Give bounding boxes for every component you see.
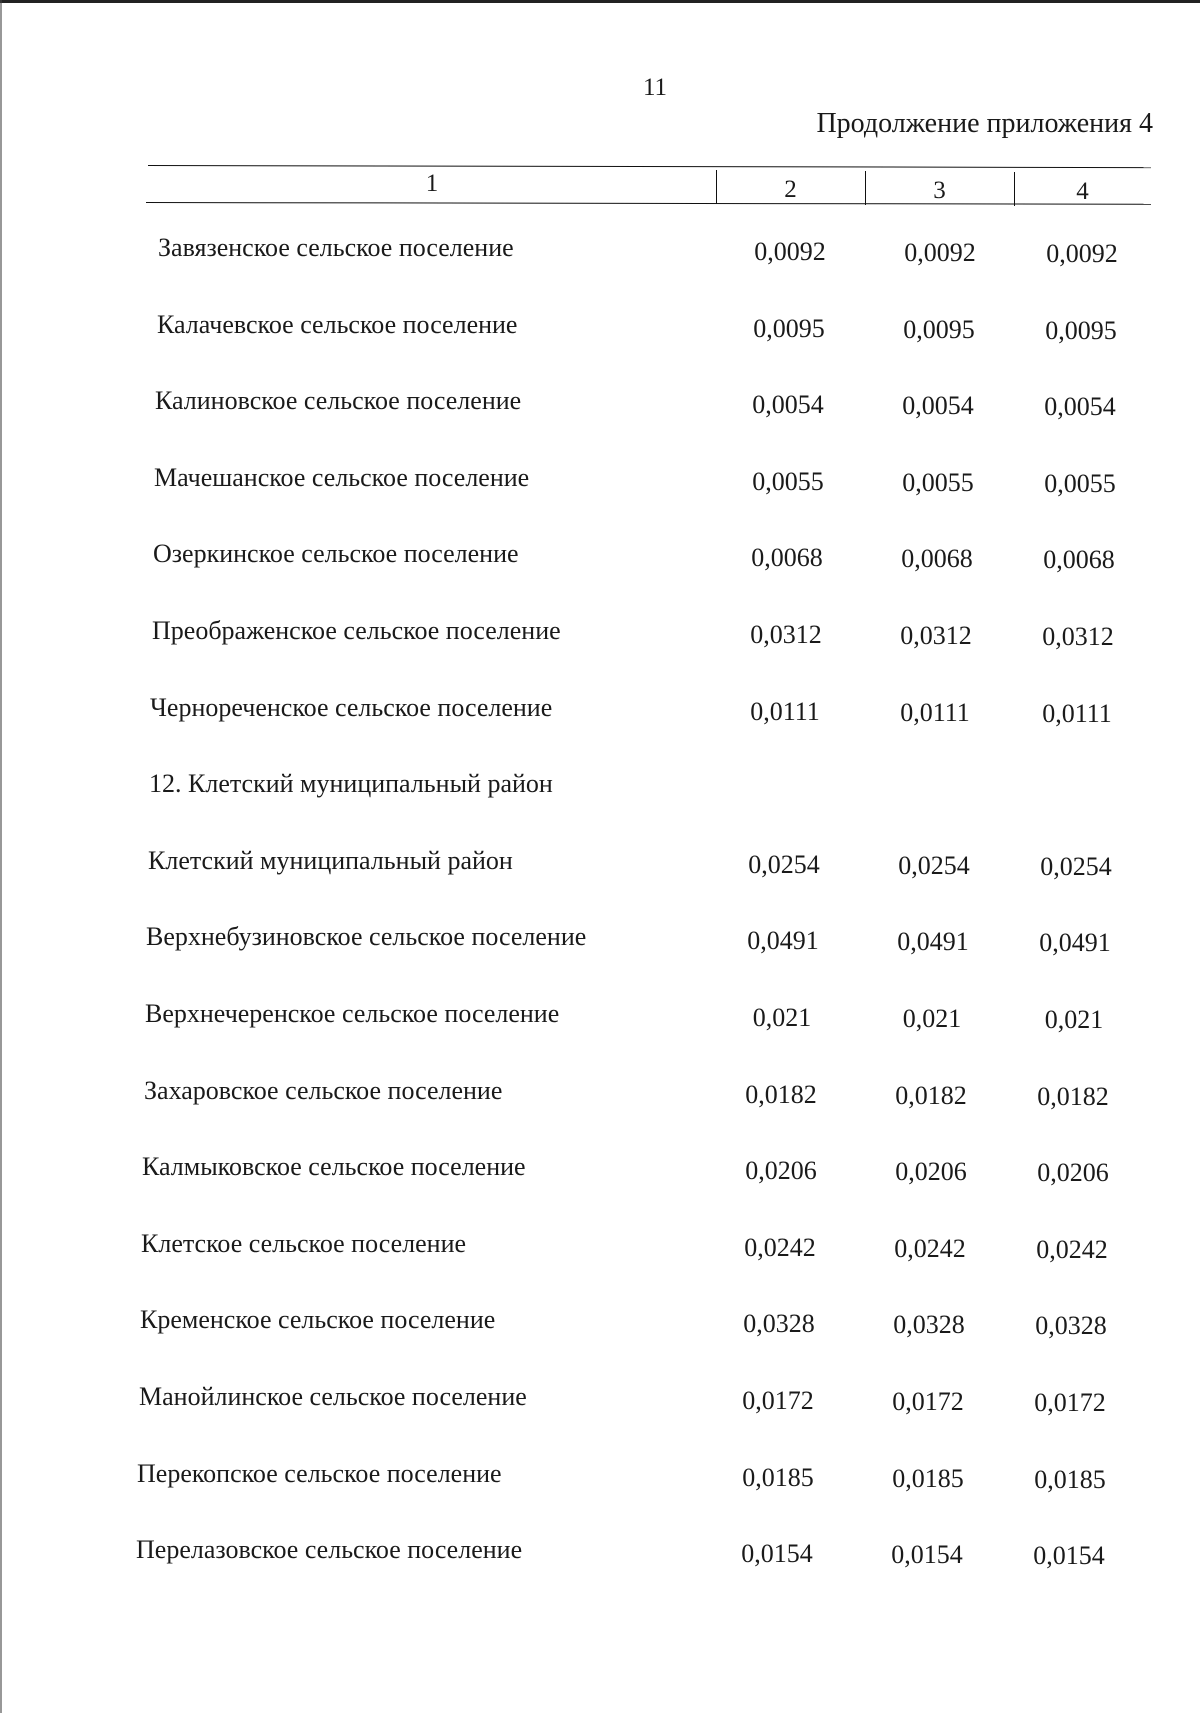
- value-col-4: 0,0154: [1033, 1541, 1105, 1570]
- value-col-2: 0,0172: [742, 1386, 814, 1415]
- value-col-3: 0,0068: [901, 544, 973, 573]
- row-label: Озеркинское сельское поселение: [153, 539, 519, 568]
- table-row: [0, 693, 1200, 733]
- row-label: Перелазовское сельское поселение: [136, 1535, 523, 1564]
- value-col-3: 0,0172: [892, 1387, 964, 1416]
- table-row: [0, 616, 1200, 656]
- row-label: Верхнебузиновское сельское поселение: [146, 922, 587, 951]
- value-col-4: 0,0172: [1034, 1388, 1106, 1417]
- row-label: Кременское сельское поселение: [140, 1305, 496, 1334]
- value-col-3: 0,0154: [891, 1540, 963, 1569]
- value-col-3: 0,021: [902, 1004, 962, 1033]
- value-col-2: 0,0185: [742, 1463, 814, 1492]
- row-label: Клетский муниципальный район: [148, 846, 513, 875]
- value-col-4: 0,0111: [1042, 699, 1112, 728]
- value-col-2: 0,0254: [748, 850, 820, 879]
- value-col-2: 0,0312: [750, 620, 822, 649]
- value-col-4: 0,0242: [1036, 1235, 1108, 1264]
- table-row: [0, 1076, 1200, 1116]
- value-col-2: 0,0206: [745, 1156, 817, 1185]
- table-row: [0, 310, 1200, 350]
- value-col-4: 0,0092: [1046, 239, 1118, 268]
- value-col-4: 0,0185: [1034, 1465, 1106, 1494]
- page-number: 11: [642, 74, 668, 101]
- value-col-4: 0,0095: [1045, 316, 1117, 345]
- column-header: 4: [1076, 178, 1089, 205]
- value-col-2: 0,0328: [743, 1309, 815, 1338]
- value-col-2: 0,0182: [745, 1080, 817, 1109]
- row-label: Калмыковское сельское поселение: [142, 1152, 526, 1181]
- row-label: Захаровское сельское поселение: [144, 1076, 503, 1105]
- value-col-4: 0,021: [1044, 1005, 1104, 1034]
- value-col-2: 0,0092: [754, 237, 826, 266]
- table-row: [0, 999, 1200, 1039]
- value-col-2: 0,0242: [744, 1233, 816, 1262]
- value-col-3: 0,0491: [897, 927, 969, 956]
- value-col-2: 0,0068: [751, 543, 823, 572]
- table-row: [0, 386, 1200, 426]
- row-label: Верхнечеренское сельское поселение: [145, 999, 560, 1028]
- table-row: [0, 1535, 1200, 1575]
- value-col-3: 0,0312: [900, 621, 972, 650]
- table-row: [0, 922, 1200, 962]
- table-row: [0, 846, 1200, 886]
- value-col-2: 0,0055: [752, 467, 824, 496]
- column-header: 2: [784, 176, 797, 203]
- value-col-3: 0,0054: [902, 391, 974, 420]
- row-label: Калачевское сельское поселение: [157, 310, 518, 339]
- row-label: Завязенское сельское поселение: [158, 233, 514, 262]
- value-col-2: 0,0491: [747, 926, 819, 955]
- value-col-4: 0,0055: [1044, 469, 1116, 498]
- row-label: Перекопское сельское поселение: [137, 1459, 502, 1488]
- value-col-3: 0,0254: [898, 851, 970, 880]
- table-row: [0, 463, 1200, 503]
- column-header: 3: [933, 177, 946, 204]
- row-label: Манойлинское сельское поселение: [139, 1382, 527, 1411]
- value-col-3: 0,0055: [902, 468, 974, 497]
- row-label: Мачешанское сельское поселение: [154, 463, 530, 492]
- column-header: 1: [425, 170, 439, 197]
- value-col-2: 0,0054: [752, 390, 824, 419]
- value-col-4: 0,0312: [1042, 622, 1114, 651]
- table-header-top-rule: [148, 165, 1151, 168]
- table-row: [0, 1229, 1200, 1269]
- value-col-4: 0,0182: [1037, 1082, 1109, 1111]
- table-row: [0, 539, 1200, 579]
- value-col-4: 0,0054: [1044, 392, 1116, 421]
- value-col-3: 0,0185: [892, 1464, 964, 1493]
- value-col-3: 0,0182: [895, 1081, 967, 1110]
- value-col-3: 0,0206: [895, 1157, 967, 1186]
- value-col-2: 0,0111: [750, 697, 820, 726]
- table-row: [0, 1152, 1200, 1192]
- scan-edge-top: [0, 0, 1200, 3]
- value-col-4: 0,0206: [1037, 1158, 1109, 1187]
- value-col-2: 0,021: [752, 1003, 812, 1032]
- table-row: [0, 233, 1200, 273]
- value-col-3: 0,0328: [893, 1310, 965, 1339]
- continuation-label: Продолжение приложения 4: [816, 108, 1153, 139]
- value-col-3: 0,0092: [904, 238, 976, 267]
- value-col-2: 0,0095: [753, 314, 825, 343]
- value-col-3: 0,0095: [903, 315, 975, 344]
- row-label: Клетское сельское поселение: [141, 1229, 467, 1258]
- table-row: [0, 1305, 1200, 1345]
- value-col-3: 0,0111: [900, 698, 970, 727]
- table-row: [0, 769, 1200, 809]
- value-col-4: 0,0491: [1039, 928, 1111, 957]
- row-label: Преображенское сельское поселение: [152, 616, 561, 645]
- table-row: [0, 1382, 1200, 1422]
- value-col-2: 0,0154: [741, 1539, 813, 1568]
- value-col-3: 0,0242: [894, 1234, 966, 1263]
- value-col-4: 0,0328: [1035, 1311, 1107, 1340]
- row-label: Калиновское сельское поселение: [155, 386, 522, 415]
- row-label: 12. Клетский муниципальный район: [149, 769, 553, 798]
- table-row: [0, 1459, 1200, 1499]
- row-label: Чернореченское сельское поселение: [150, 693, 553, 722]
- value-col-4: 0,0068: [1043, 545, 1115, 574]
- value-col-4: 0,0254: [1040, 852, 1112, 881]
